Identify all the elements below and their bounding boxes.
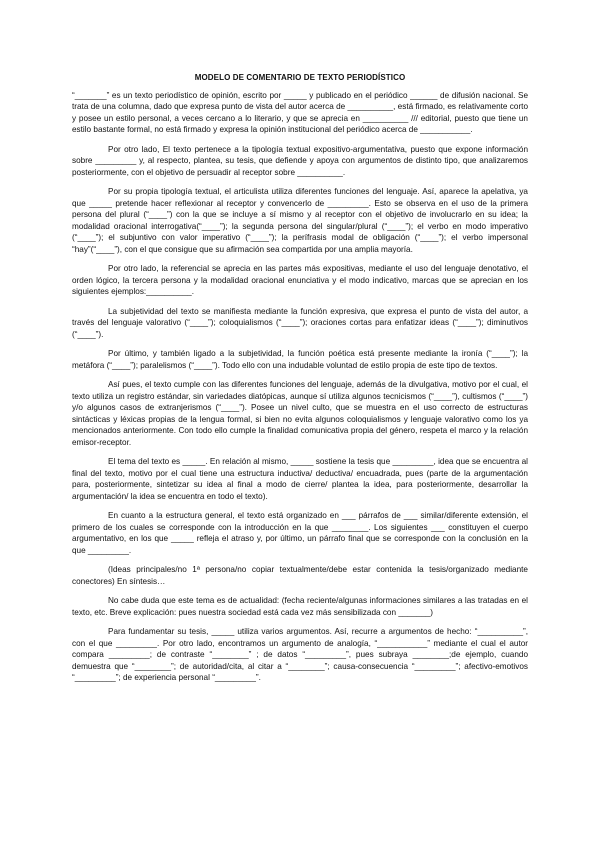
paragraph-funcion-expresiva: La subjetividad del texto se manifiesta mediante la función expresiva, que expresa el punto de vista del autor, a través del lenguaje valorativo (“____”); coloquialismos (“____”); oraciones cortas para enfatizar ideas (“____”); diminutivos (“____”). [72, 306, 528, 339]
document-title: MODELO DE COMENTARIO DE TEXTO PERIODÍSTICO [194, 73, 406, 82]
document-page [72, 72, 528, 692]
paragraph-actualidad: No cabe duda que este tema es de actualidad: (fecha reciente/algunas informaciones similares a las tratadas en el texto, etc. Breve explicación: pues nuestra sociedad está cada vez más sensibilizada con _______) [72, 596, 528, 617]
paragraph-tipologia: Por otro lado, El texto pertenece a la tipología textual expositivo-argumentativa, puesto que expone información sobre _________ y, al respecto, plantea, su tesis, que defiende y apoya con argumentos de distinto tipo, que analizaremos posteriormente, con el objetivo de persuadir al receptor sobre __________. [72, 144, 528, 177]
paragraph-registro: Así pues, el texto cumple con las diferentes funciones del lenguaje, además de la divulgativa, motivo por el cual, el texto utiliza un registro estándar, sin variedades diatópicas, aunque sí utiliza algunos tecnicismos (“____”), cultismos (“____”) y/o algunos casos de extranjerismos (“____”). Posee un nivel culto, que se muestra en el uso correcto de estructuras sintácticas y léxicas propias de la lengua formal, si bien no evita algunos coloquialismos y lenguaje valorativo como los ya mencionados anteriormente. Con todo ello cumple la finalidad comunicativa propia del género, respeta el marco y la relación emisor-receptor. [72, 380, 528, 447]
paragraph-funcion-referencial: Por otro lado, la referencial se aprecia en las partes más expositivas, mediante el uso del lenguaje denotativo, el orden lógico, la tercera persona y la modalidad oracional enunciativa y el modo indicativo, marcas que se aprecian en los siguientes ejemplos:__________. [72, 264, 528, 296]
paragraph-estructura: En cuanto a la estructura general, el texto está organizado en ___ párrafos de ___ similar/diferente extensión, el primero de los cuales se corresponde con la introducción en la que ________. Los siguientes ___ constituyen el cuerpo argumentativo, en los que _____ refleja el atraso y, por último, un párrafo final que se corresponde con la conclusión en la que _________. [72, 511, 528, 555]
paragraph-sintesis: (Ideas principales/no 1ª persona/no copiar textualmente/debe estar contenida la tesis/organizado mediante conectores) En síntesis… [72, 565, 528, 586]
paragraph-tema-tesis: El tema del texto es _____. En relación al mismo, _____ sostiene la tesis que _________, idea que se encuentra al final del texto, motivo por el cual tiene una estructura inductiva/ deductiva/ encuadrada, pues (parte de la argumentación para, posteriormente, sintetizar su idea al final a modo de cierre/ plantea la idea, para posteriormente, desarrollar la argumentación/ la idea se encuentra en todo el texto). [72, 457, 528, 501]
paragraph-funcion-poetica: Por último, y también ligado a la subjetividad, la función poética está presente mediante la ironía (“____”); la metáfora (“____”); paralelismos (“____”). Todo ello con una indudable voluntad de estilo propia de este tipo de textos. [72, 349, 528, 370]
paragraph-argumentos: Para fundamentar su tesis, _____ utiliza varios argumentos. Así, recurre a argumentos de hecho: “__________”, con el que _________. Por otro lado, encontramos un argumento de analogía, “___________” mediante el cual el autor compara _________; de contraste “________” ; de datos “_________”, pues subraya ________;de ejemplo, cuando demuestra que “________”; de autoridad/cita, al citar a “________”; causa-consecuencia “_________”; afectivo-emotivos “_________”; de experiencia personal “_________”. [72, 627, 528, 682]
paragraph-intro: “_______” es un texto periodístico de opinión, escrito por _____ y publicado en el periódico ______ de difusión nacional. Se trata de una columna, dado que expresa punto de vista del autor acerca de __________, está firmado, es relativamente corto y posee un estilo personal, a veces cercano a lo literario, y que se aprecia en __________ /// editorial, puesto que tiene un estilo bastante formal, no está firmado y expresa la opinión institucional del periódico acerca de ___________. [72, 90, 528, 134]
paragraph-funcion-apelativa: Por su propia tipología textual, el articulista utiliza diferentes funciones del lenguaje. Así, aparece la apelativa, ya que _____ pretende hacer reflexionar al receptor y convencerlo de _________. Esto se observa en el uso de la primera persona del plural (“____”) con la que se incluye a sí mismo y al receptor con el objetivo de involucrarlo en su idea; la modalidad oracional interrogativa(“____”); la segunda persona del singular/plural (“____”); el verbo en modo imperativo (“____”); el subjuntivo con valor imperativo (“____”); la perífrasis modal de obligación (“____”); el verbo impersonal “hay”(“____”), con el que consigue que su afirmación sea compartida por una amplia mayoría. [72, 187, 528, 254]
